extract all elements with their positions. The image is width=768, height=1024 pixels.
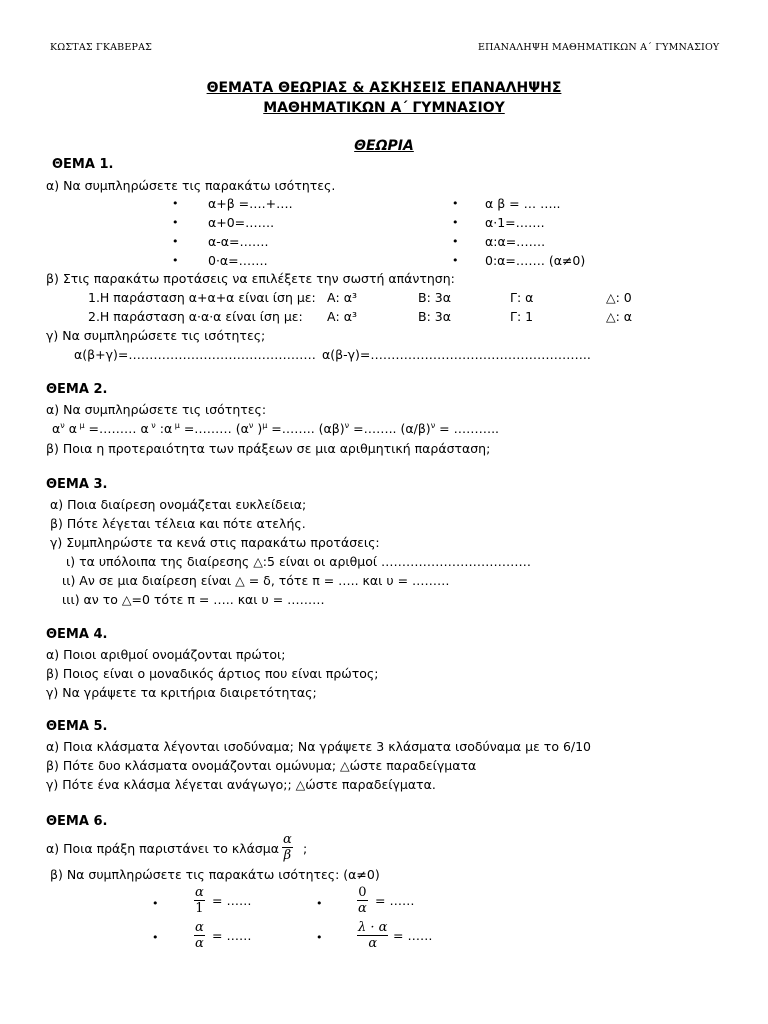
t1-r1-option-b: Β: 3α [418, 290, 451, 305]
f4-rhs: = …… [393, 928, 433, 943]
t1-r1-option-a: Α: α³ [327, 290, 357, 305]
bullet: • [152, 931, 159, 944]
topic-1-heading: ΘΕΜΑ 1. [52, 157, 114, 172]
f1-rhs: = …… [212, 893, 252, 908]
bullet: • [316, 931, 323, 944]
t1-r1-option-g: Γ: α [510, 290, 534, 305]
topic-3-i: ι) τα υπόλοιπα της διαίρεσης △:5 είναι οι αριθμοί ……………………………… [66, 554, 532, 569]
topic-3-c: γ) Συμπληρώστε τα κενά στις παρακάτω προτάσεις: [50, 535, 380, 550]
topic-3-iii: ιιι) αν το △=0 τότε π = ….. και υ = ……… [62, 592, 325, 607]
topic-3-ii: ιι) Αν σε μια διαίρεση είναι △ = δ, τότε π = ….. και υ = ……… [62, 573, 450, 588]
bullet: • [152, 897, 159, 910]
fraction-la-over-a: λ · α α [358, 920, 388, 951]
topic-1-c: γ) Να συμπληρώσετε τις ισότητες; [46, 328, 266, 343]
bullet: • [452, 197, 459, 210]
fraction-alpha-beta: α β [283, 832, 292, 863]
topic-2-equations: $\alpha^\nu$ α $^\mu$ =……… α $^\nu$ :α $^\mu$ =……… ($\alpha^\nu$ )$^\mu$ =…….. $(\alpha\beta)^\nu$ =…….. $(\alpha/\beta)^\nu$ = ……….. [52, 421, 500, 437]
t1-r1-option-d: △: 0 [606, 290, 632, 305]
t1-right-1: α β = … ….. [485, 196, 561, 211]
topic-4-b: β) Ποιος είναι ο μοναδικός άρτιος που είναι πρώτος; [46, 666, 379, 681]
t1-c1: α(β+γ)=……………………………………… [74, 347, 316, 362]
topic-2-heading: ΘΕΜΑ 2. [46, 382, 108, 397]
topic-5-heading: ΘΕΜΑ 5. [46, 719, 108, 734]
fraction-0-over-a: 0 α [358, 885, 367, 916]
bullet: • [172, 235, 179, 248]
t1-r2-option-g: Γ: 1 [510, 309, 534, 324]
t1-r2-option-d: △: α [606, 309, 633, 324]
t1-right-4: 0:α=……. (α≠0) [485, 253, 586, 268]
topic-6-a-end: ; [303, 841, 308, 856]
f2-rhs: = …… [375, 893, 415, 908]
bullet: • [172, 216, 179, 229]
topic-2-a: α) Να συμπληρώσετε τις ισότητες: [46, 402, 267, 417]
bullet: • [172, 197, 179, 210]
topic-3-a: α) Ποια διαίρεση ονομάζεται ευκλείδεια; [50, 497, 307, 512]
topic-5-b: β) Πότε δυο κλάσματα ονομάζονται ομώνυμα; △ώστε παραδείγματα [46, 758, 477, 773]
t1-left-3: α-α=……. [208, 234, 269, 249]
topic-3-b: β) Πότε λέγεται τέλεια και πότε ατελής. [50, 516, 306, 531]
t1-r2-question: 2.Η παράσταση α·α·α είναι ίση με: [88, 309, 303, 324]
bullet: • [452, 216, 459, 229]
t1-right-2: α·1=……. [485, 215, 545, 230]
header-author: ΚΩΣΤΑΣ ΓΚΑΒΕΡΑΣ [50, 42, 153, 53]
bullet: • [316, 897, 323, 910]
t1-right-3: α:α=……. [485, 234, 546, 249]
topic-6-heading: ΘΕΜΑ 6. [46, 814, 108, 829]
f3-rhs: = …… [212, 928, 252, 943]
page-title-line2: ΜΑΘΗΜΑΤΙΚΩΝ Α΄ ΓΥΜΝΑΣΙΟΥ [263, 100, 505, 116]
t1-left-4: 0·α=……. [208, 253, 268, 268]
topic-6-a: α) Ποια πράξη παριστάνει το κλάσμα [46, 841, 279, 856]
topic-3-heading: ΘΕΜΑ 3. [46, 477, 108, 492]
bullet: • [452, 235, 459, 248]
topic-6-b: β) Να συμπληρώσετε τις παρακάτω ισότητες: (α≠0) [50, 867, 380, 882]
fraction-a-over-a: α α [195, 920, 204, 951]
t1-left-2: α+0=……. [208, 215, 275, 230]
section-heading: ΘΕΩΡΙΑ [354, 138, 414, 154]
topic-1-b: β) Στις παρακάτω προτάσεις να επιλέξετε την σωστή απάντηση: [46, 271, 455, 286]
topic-4-heading: ΘΕΜΑ 4. [46, 627, 108, 642]
header-course: ΕΠΑΝΑΛΗΨΗ ΜΑΘΗΜΑΤΙΚΩΝ Α΄ ΓΥΜΝΑΣΙΟΥ [478, 42, 720, 53]
topic-5-a: α) Ποια κλάσματα λέγονται ισοδύναμα; Να γράψετε 3 κλάσματα ισοδύναμα με το 6/10 [46, 739, 592, 754]
t1-left-1: α+β =….+…. [208, 196, 293, 211]
topic-4-c: γ) Να γράψετε τα κριτήρια διαιρετότητας; [46, 685, 317, 700]
topic-2-b: β) Ποια η προτεραιότητα των πράξεων σε μια αριθμητική παράσταση; [46, 441, 491, 456]
bullet: • [452, 254, 459, 267]
t1-r2-option-a: Α: α³ [327, 309, 357, 324]
topic-4-a: α) Ποιοι αριθμοί ονομάζονται πρώτοι; [46, 647, 286, 662]
fraction-a-over-1: α 1 [195, 885, 204, 916]
bullet: • [172, 254, 179, 267]
topic-5-c: γ) Πότε ένα κλάσμα λέγεται ανάγωγο;; △ώστε παραδείγματα. [46, 777, 436, 792]
page-title-line1: ΘΕΜΑΤΑ ΘΕΩΡΙΑΣ & ΑΣΚΗΣΕΙΣ ΕΠΑΝΑΛΗΨΗΣ [206, 80, 562, 96]
t1-c2: α(β-γ)=…………………………………………….. [322, 347, 591, 362]
t1-r1-question: 1.Η παράσταση α+α+α είναι ίση με: [88, 290, 316, 305]
t1-r2-option-b: Β: 3α [418, 309, 451, 324]
topic-1-a: α) Να συμπληρώσετε τις παρακάτω ισότητες. [46, 178, 336, 193]
